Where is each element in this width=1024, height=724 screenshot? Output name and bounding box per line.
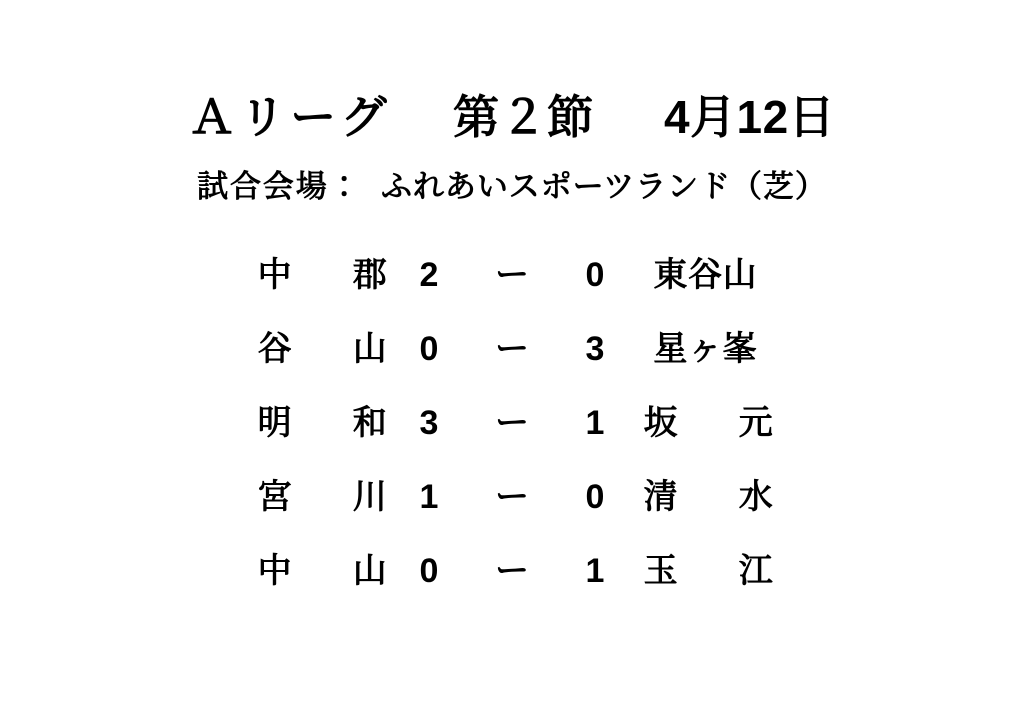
away-team-name: 星ヶ峯 <box>653 330 758 368</box>
home-team-score: 0 <box>419 330 439 368</box>
away-team-name: 玉 江 <box>643 552 787 590</box>
match-row <box>0 480 1024 554</box>
page-title <box>0 92 1024 143</box>
score-separator: ー <box>495 256 529 294</box>
away-team-score: 1 <box>585 404 605 442</box>
away-team-name: 清 水 <box>643 478 787 516</box>
match-row <box>0 258 1024 332</box>
home-team-score: 3 <box>419 404 439 442</box>
away-team-name: 東谷山 <box>653 256 758 294</box>
match-row <box>0 554 1024 628</box>
match-row <box>0 406 1024 480</box>
round-number: 第２節 <box>453 91 595 143</box>
score-separator: ー <box>495 330 529 368</box>
home-team-name: 中 郡 <box>257 256 401 294</box>
away-team-score: 1 <box>585 552 605 590</box>
venue-line <box>0 161 1024 206</box>
header <box>0 92 1024 206</box>
away-team-score: 0 <box>585 256 605 294</box>
match-date: 4月12日 <box>664 91 836 143</box>
match-results-list <box>0 258 1024 628</box>
away-team-name: 坂 元 <box>643 404 787 442</box>
score-separator: ー <box>495 552 529 590</box>
score-separator: ー <box>495 404 529 442</box>
score-separator: ー <box>495 478 529 516</box>
venue-name: ふれあいスポーツランド（芝） <box>381 168 827 204</box>
home-team-name: 中 山 <box>257 552 401 590</box>
home-team-name: 明 和 <box>257 404 401 442</box>
home-team-score: 0 <box>419 552 439 590</box>
home-team-name: 谷 山 <box>257 330 401 368</box>
home-team-name: 宮 川 <box>257 478 401 516</box>
venue-label: 試合会場： <box>197 168 362 204</box>
away-team-score: 3 <box>585 330 605 368</box>
home-team-score: 1 <box>419 478 439 516</box>
away-team-score: 0 <box>585 478 605 516</box>
home-team-score: 2 <box>419 256 439 294</box>
league-name: Ａリーグ <box>188 91 392 143</box>
match-row <box>0 332 1024 406</box>
